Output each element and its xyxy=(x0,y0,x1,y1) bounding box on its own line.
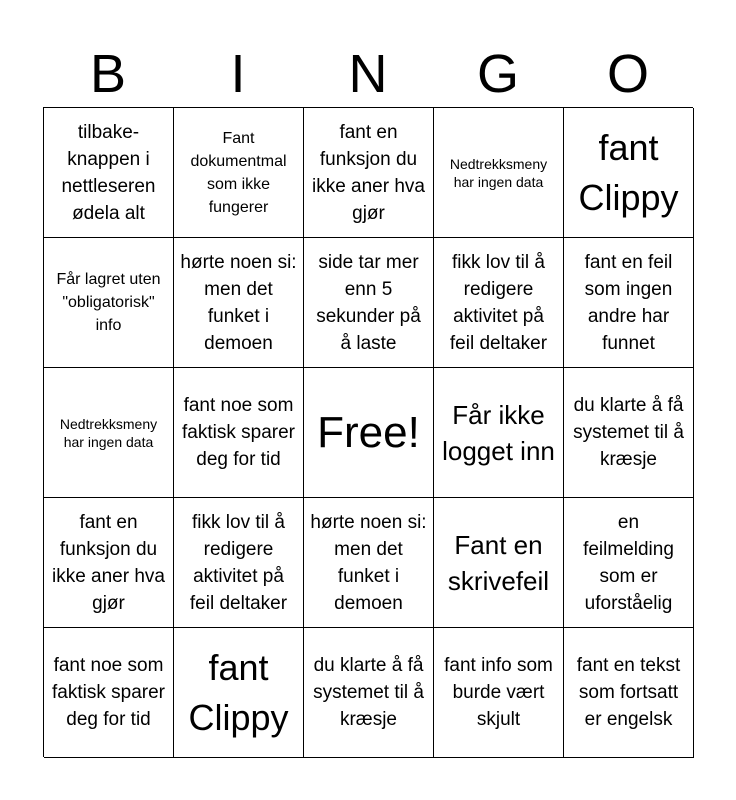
cell-text: Får lagret uten "obligatorisk" info xyxy=(56,271,161,334)
cell-text: Nedtrekksmeny har ingen data xyxy=(59,415,158,450)
bingo-cell[interactable] xyxy=(174,498,304,628)
bingo-grid xyxy=(43,107,693,757)
cell-text: fikk lov til å redigere aktivitet på feil deltaker xyxy=(189,511,288,614)
header-letter-g: G xyxy=(476,44,519,104)
header-letter-n: N xyxy=(348,44,388,104)
bingo-cell[interactable] xyxy=(564,238,694,368)
bingo-cell[interactable] xyxy=(304,108,434,238)
cell-text: fant en tekst som fortsatt er engelsk xyxy=(576,655,681,730)
bingo-cell[interactable] xyxy=(304,628,434,758)
bingo-cell[interactable] xyxy=(174,238,304,368)
cell-text: side tar mer enn 5 sekunder på å laste xyxy=(316,251,421,354)
cell-text: fant info som burde vært skjult xyxy=(444,655,553,730)
cell-text: fant en funksjon du ikke aner hva gjør xyxy=(311,121,425,224)
cell-text: Fant en skrivefeil xyxy=(447,529,550,596)
cell-text: fant en funksjon du ikke aner hva gjør xyxy=(51,511,165,614)
bingo-cell[interactable] xyxy=(44,498,174,628)
bingo-cell[interactable] xyxy=(564,498,694,628)
cell-text: Free! xyxy=(317,407,420,457)
bingo-cell[interactable] xyxy=(304,238,434,368)
bingo-cell[interactable] xyxy=(434,498,564,628)
cell-text: hørte noen si: men det funket i demoen xyxy=(310,511,427,614)
cell-text: fant Clippy xyxy=(188,646,289,738)
bingo-cell[interactable] xyxy=(564,628,694,758)
cell-text: fant Clippy xyxy=(578,126,679,218)
bingo-cell[interactable] xyxy=(434,628,564,758)
bingo-cell[interactable] xyxy=(434,368,564,498)
bingo-cell[interactable] xyxy=(564,108,694,238)
cell-text: tilbake-knappen i nettleseren ødela alt xyxy=(61,121,156,224)
header-letter-o: O xyxy=(606,44,649,104)
header-letter-b: B xyxy=(89,44,127,104)
cell-text: Får ikke logget inn xyxy=(442,399,555,466)
bingo-cell[interactable] xyxy=(44,108,174,238)
bingo-cell[interactable] xyxy=(174,108,304,238)
cell-text: du klarte å få systemet til å kræsje xyxy=(573,395,684,470)
free-cell[interactable] xyxy=(304,368,434,498)
cell-text: Nedtrekksmeny har ingen data xyxy=(449,155,548,190)
cell-text: du klarte å få systemet til å kræsje xyxy=(313,655,424,730)
cell-text: fikk lov til å redigere aktivitet på feil deltaker xyxy=(449,251,548,354)
bingo-cell[interactable] xyxy=(174,368,304,498)
bingo-header xyxy=(43,40,693,108)
bingo-cell[interactable] xyxy=(44,368,174,498)
bingo-cell[interactable] xyxy=(564,368,694,498)
cell-text: fant noe som faktisk sparer deg for tid xyxy=(182,395,295,470)
bingo-cell[interactable] xyxy=(174,628,304,758)
cell-text: Fant dokumentmal som ikke fungerer xyxy=(190,129,287,216)
bingo-cell[interactable] xyxy=(304,498,434,628)
bingo-cell[interactable] xyxy=(434,108,564,238)
cell-text: fant en feil som ingen andre har funnet xyxy=(584,251,673,354)
cell-text: en feilmelding som er uforståelig xyxy=(583,511,674,614)
cell-text: fant noe som faktisk sparer deg for tid xyxy=(52,655,165,730)
bingo-cell[interactable] xyxy=(44,628,174,758)
bingo-cell[interactable] xyxy=(44,238,174,368)
cell-text: hørte noen si: men det funket i demoen xyxy=(180,251,297,354)
header-letter-i: I xyxy=(230,44,246,104)
bingo-cell[interactable] xyxy=(434,238,564,368)
